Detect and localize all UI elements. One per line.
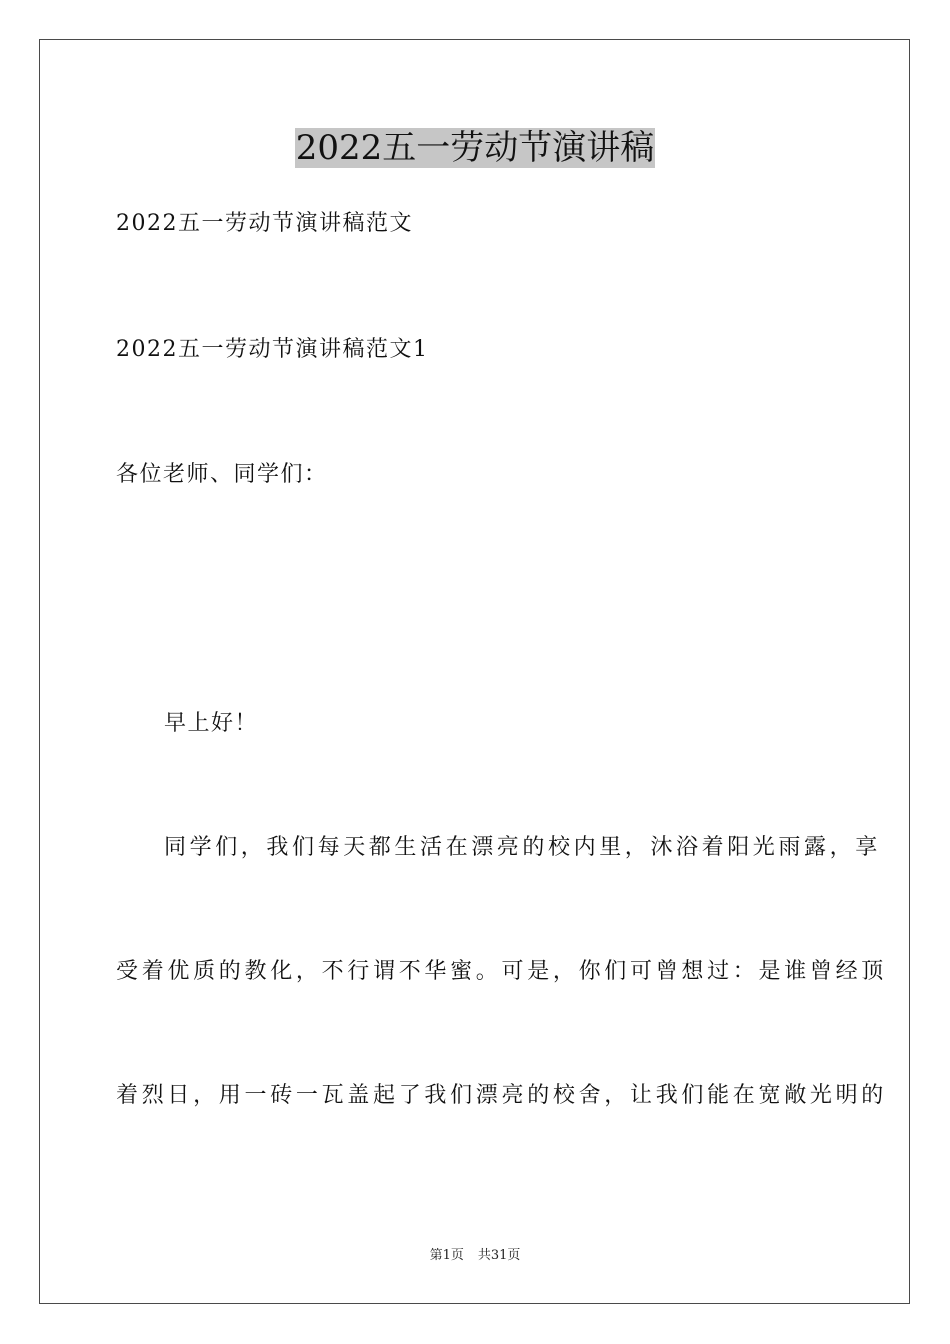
- section-heading: 2022五一劳动节演讲稿范文1: [116, 337, 429, 362]
- greeting: 早上好！: [164, 711, 259, 736]
- body-line-1: 同学们，我们每天都生活在漂亮的校内里，沐浴着阳光雨露，享: [164, 835, 881, 860]
- subtitle-line: 2022五一劳动节演讲稿范文: [116, 211, 413, 236]
- document-title: 2022五一劳动节演讲稿: [295, 128, 655, 168]
- body-line-3: 着烈日，用一砖一瓦盖起了我们漂亮的校舍，让我们能在宽敞光明的: [116, 1083, 888, 1108]
- page-total: 共31页: [477, 1248, 521, 1263]
- page-footer: [0, 1247, 950, 1265]
- salutation: 各位老师、同学们：: [116, 462, 328, 487]
- body-line-2: 受着优质的教化，不行谓不华蜜。可是，你们可曾想过：是谁曾经顶: [116, 959, 888, 984]
- page-number: 第1页: [429, 1248, 464, 1263]
- title-container: [0, 128, 950, 168]
